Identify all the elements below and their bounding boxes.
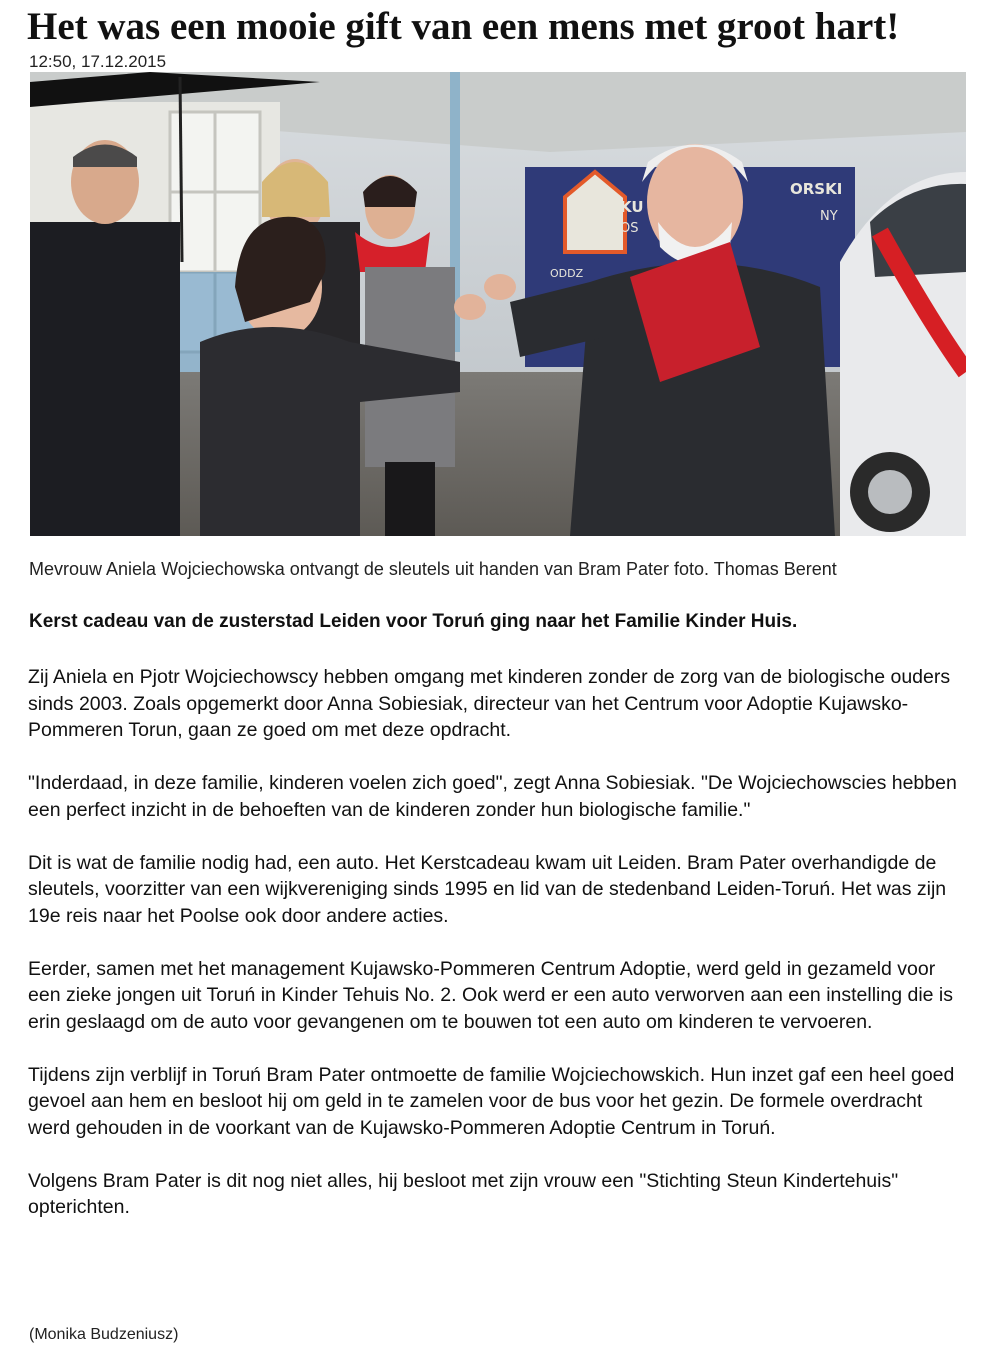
photo-caption: Mevrouw Aniela Wojciechowska ontvangt de sleutels uit handen van Bram Pater foto. Thomas Berent — [29, 559, 837, 579]
article-body — [28, 664, 968, 1247]
banner-text-1: KU — [620, 198, 644, 216]
banner-text-5: ODDZ — [550, 267, 584, 280]
article-paragraph: Eerder, samen met het management Kujawsko-Pommeren Centrum Adoptie, werd geld in gezameld voor een zieke jongen uit Toruń in Kinder Tehuis No. 2. Ook werd er een auto verworven aan een instelling die is erin geslaagd om de auto voor gevangenen om te bouwen tot een auto om kinderen te vervoeren. — [28, 957, 954, 1033]
article-paragraph: Dit is wat de familie nodig had, een auto. Het Kerstcadeau kwam uit Leiden. Bram Pater overhandigde de sleutels, voorzitter van een wijkvereniging sinds 1995 en lid van de stedenband Leiden-Toruń. Het was zijn 19e reis naar het Poolse ook door andere acties. — [28, 851, 947, 927]
article-lead: Kerst cadeau van de zusterstad Leiden voor Toruń ging naar het Familie Kinder Huis. — [29, 611, 798, 632]
article-signature: (Monika Budzeniusz) — [29, 1326, 179, 1343]
article-dateline: 12:50, 17.12.2015 — [29, 52, 167, 71]
banner-text-2: ORSKI — [790, 180, 843, 198]
article-headline: Het was een mooie gift van een mens met groot hart! — [27, 5, 900, 48]
banner-text-3: OS — [620, 221, 639, 236]
article-paragraph: "Inderdaad, in deze familie, kinderen voelen zich goed", zegt Anna Sobiesiak. "De Wojciechowscies hebben een perfect inzicht in de behoeften van de kinderen zonder hun biologische familie." — [28, 772, 957, 821]
banner-text-4: NY — [820, 209, 838, 224]
article-photo — [30, 72, 966, 536]
article-paragraph: Volgens Bram Pater is dit nog niet alles, hij besloot met zijn vrouw een "Stichting Steun Kindertehuis" opterichten. — [28, 1169, 899, 1218]
article-paragraph: Tijdens zijn verblijf in Toruń Bram Pater ontmoette de familie Wojciechowskich. Hun inzet gaf een heel goed gevoel aan hem en besloot hij om geld in te zamelen voor de bus voor het gezin. De formele overdracht werd gehouden in de voorkant van de Kujawsko-Pommeren Adoptie Centrum in Toruń. — [28, 1063, 955, 1139]
article-paragraph: Zij Aniela en Pjotr Wojciechowscy hebben omgang met kinderen zonder de zorg van de biologische ouders sinds 2003. Zoals opgemerkt door Anna Sobiesiak, directeur van het Centrum voor Adoptie Kujawsko-Pommeren Torun, gaan ze goed om met deze opdracht. — [28, 666, 951, 741]
